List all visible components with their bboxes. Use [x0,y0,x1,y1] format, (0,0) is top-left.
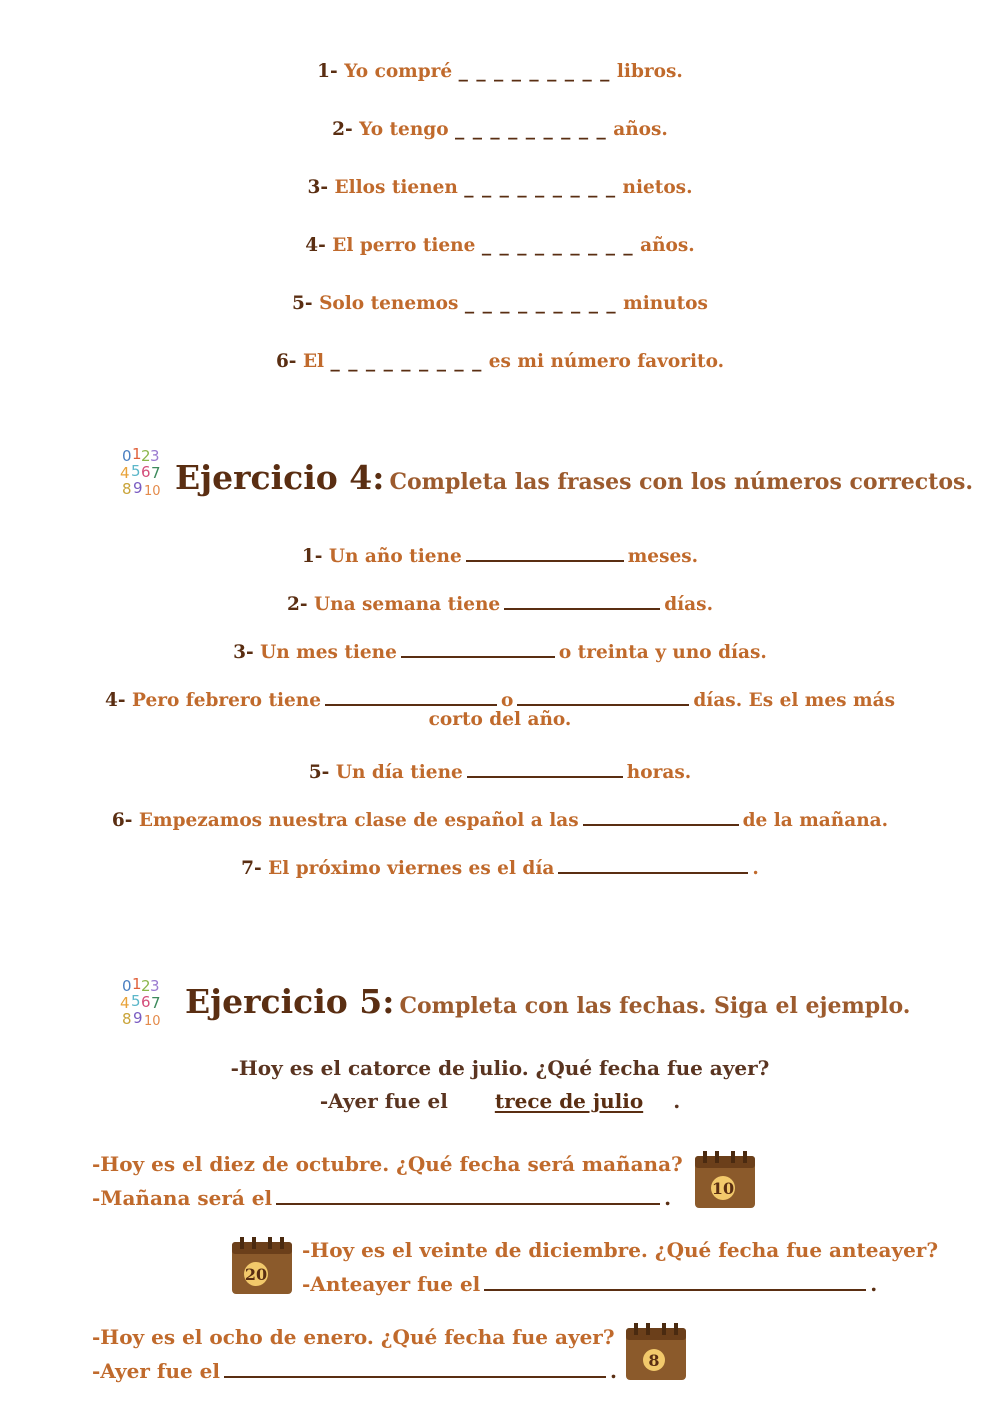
svg-text:10: 10 [144,1014,161,1028]
ex5-item-3-answer: -Ayer fue el . [92,1359,617,1383]
ex4-blank-4a[interactable] [325,686,497,706]
numbers-icon [116,446,164,498]
svg-text:6: 6 [141,993,151,1011]
ex3-blank-3[interactable]: _ _ _ _ _ _ _ _ _ [464,177,617,198]
ex5-example-question: -Hoy es el catorce de julio. ¿Qué fecha fue ayer? [230,1056,770,1080]
ex3-item-3: 3- Ellos tienen _ _ _ _ _ _ _ _ _ nietos. [307,177,693,198]
ex4-blank-4b[interactable] [517,686,689,706]
svg-text:0: 0 [122,447,132,465]
ex5-item-2-question: -Hoy es el veinte de diciembre. ¿Qué fecha fue anteayer? [302,1238,939,1262]
ex4-heading [175,458,973,497]
ex5-instruction: Completa con las fechas. Siga el ejemplo. [399,993,911,1019]
ex3-item-1: 1- Yo compré _ _ _ _ _ _ _ _ _ libros. [317,61,683,82]
calendar-number: 20 [244,1265,268,1284]
svg-text:7: 7 [151,994,161,1012]
svg-text:6: 6 [141,463,151,481]
svg-text:1: 1 [132,446,142,463]
svg-text:8: 8 [122,480,132,498]
ex5-item-2-answer: -Anteayer fue el . [302,1272,878,1296]
numbers-icon [116,976,164,1028]
ex3-item-2: 2- Yo tengo _ _ _ _ _ _ _ _ _ años. [332,119,668,140]
svg-text:3: 3 [150,977,160,995]
ex5-example-filled: trece de julio [494,1089,644,1113]
ex5-item-1-answer: -Mañana será el . [92,1186,672,1210]
calendar-icon [693,1150,757,1210]
ex3-blank-5[interactable]: _ _ _ _ _ _ _ _ _ [464,293,617,314]
ex3-item-6: 6- El _ _ _ _ _ _ _ _ _ es mi número favorito. [275,351,725,372]
ex4-instruction: Completa las frases con los números correctos. [389,469,974,495]
ex5-example-answer: -Ayer fue el trece de julio . [319,1089,681,1113]
ex4-item-2: 2- Una semana tiene días. [0,590,1000,615]
ex4-blank-3[interactable] [401,638,555,658]
calendar-icon [624,1322,688,1382]
ex4-title: Ejercicio 4: [175,458,385,497]
svg-text:2: 2 [141,447,151,465]
calendar-number: 8 [648,1351,660,1370]
svg-text:5: 5 [131,462,141,480]
ex4-blank-2[interactable] [504,590,660,610]
ex3-item-5: 5- Solo tenemos _ _ _ _ _ _ _ _ _ minutos [292,293,708,314]
svg-text:5: 5 [131,992,141,1010]
svg-text:7: 7 [151,464,161,482]
ex3-item-4: 4- El perro tiene _ _ _ _ _ _ _ _ _ años. [305,235,695,256]
ex5-blank-1[interactable] [276,1185,660,1205]
svg-text:10: 10 [144,484,161,498]
ex4-blank-6[interactable] [583,806,739,826]
svg-text:2: 2 [141,977,151,995]
ex4-blank-1[interactable] [466,542,624,562]
ex4-blank-5[interactable] [467,758,623,778]
ex4-item-5: 5- Un día tiene horas. [0,758,1000,783]
ex5-item-1-question: -Hoy es el diez de octubre. ¿Qué fecha será mañana? [92,1152,683,1176]
ex4-item-6: 6- Empezamos nuestra clase de español a las de la mañana. [0,806,1000,831]
calendar-number: 10 [711,1179,735,1198]
ex3-blank-6[interactable]: _ _ _ _ _ _ _ _ _ [330,351,483,372]
ex5-item-3-question: -Hoy es el ocho de enero. ¿Qué fecha fue ayer? [92,1325,615,1349]
svg-text:3: 3 [150,447,160,465]
svg-text:8: 8 [122,1010,132,1028]
ex4-item-7: 7- El próximo viernes es el día . [0,854,1000,879]
ex5-title: Ejercicio 5: [185,982,395,1021]
ex4-item-4: 4- Pero febrero tiene o días. Es el mes más [0,686,1000,711]
ex3-blank-4[interactable]: _ _ _ _ _ _ _ _ _ [481,235,634,256]
svg-text:9: 9 [133,479,143,497]
ex5-blank-2[interactable] [484,1271,866,1291]
svg-text:4: 4 [120,994,130,1012]
ex4-item-1: 1- Un año tiene meses. [0,542,1000,567]
ex3-blank-1[interactable]: _ _ _ _ _ _ _ _ _ [458,61,611,82]
svg-text:4: 4 [120,464,130,482]
ex4-item-4-cont: corto del año. [428,709,572,730]
svg-text:1: 1 [132,976,142,993]
ex4-item-3: 3- Un mes tiene o treinta y uno días. [0,638,1000,663]
svg-text:9: 9 [133,1009,143,1027]
ex5-blank-3[interactable] [224,1358,606,1378]
ex5-heading [185,982,910,1021]
svg-text:0: 0 [122,977,132,995]
ex4-blank-7[interactable] [558,854,748,874]
ex3-blank-2[interactable]: _ _ _ _ _ _ _ _ _ [455,119,607,140]
calendar-icon [230,1236,294,1296]
